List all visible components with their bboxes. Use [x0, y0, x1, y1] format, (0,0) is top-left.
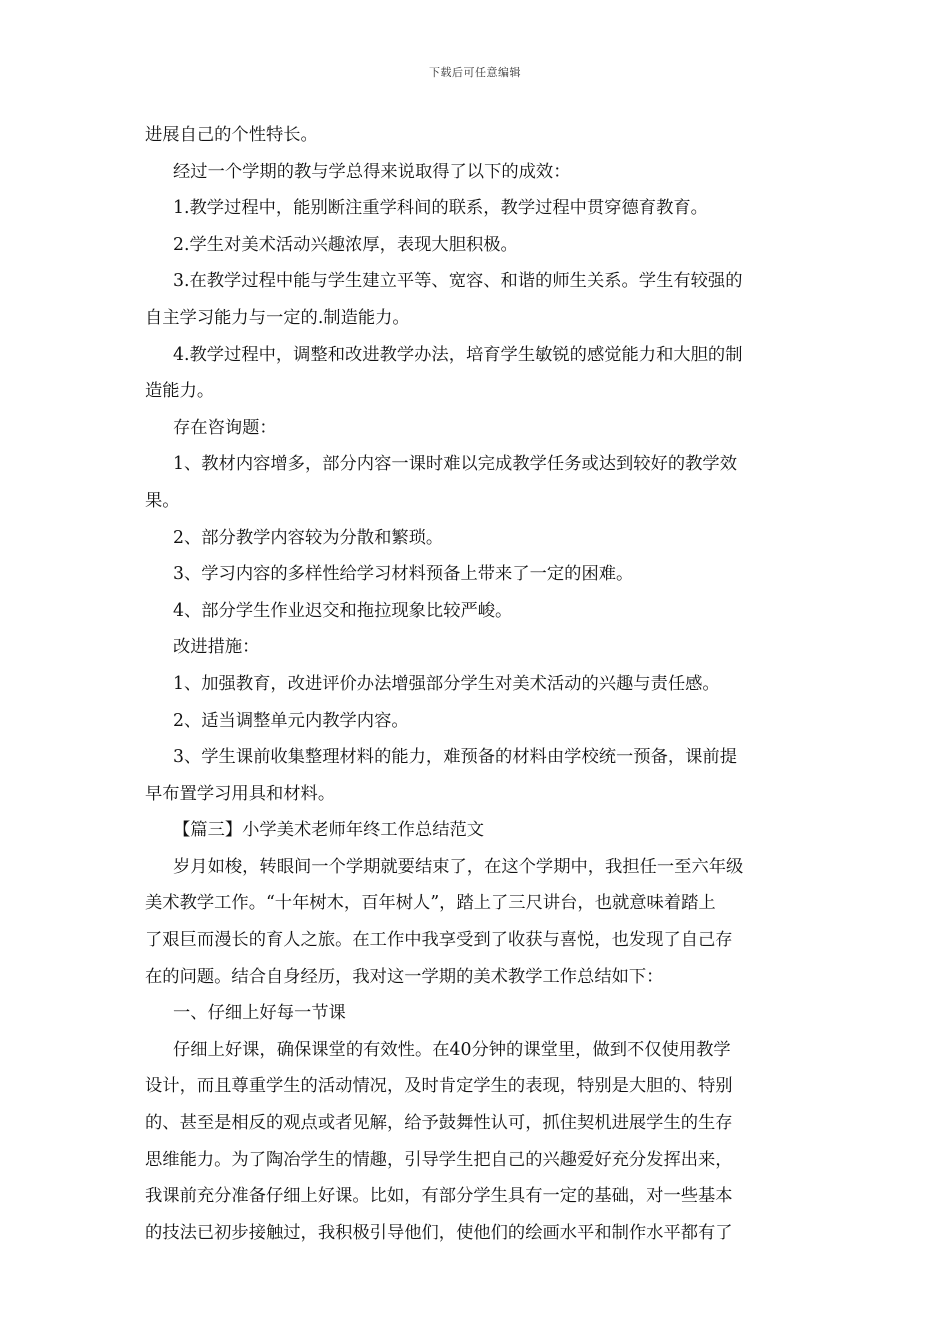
article-title: 【篇三】小学美术老师年终工作总结范文: [173, 820, 485, 841]
section-heading: 存在咨询题：: [173, 417, 277, 438]
list-item: 1.教学过程中，能别断注重学科间的联系，教学过程中贯穿德育教育。: [173, 198, 708, 219]
paragraph-line: 早布置学习用具和材料。: [145, 783, 336, 804]
paragraph-line: 果。: [145, 490, 180, 511]
list-item: 4.教学过程中，调整和改进教学办法，培育学生敏锐的感觉能力和大胆的制: [173, 344, 743, 365]
paragraph-line: 进展自己的个性特长。: [145, 125, 318, 145]
list-item: 2、部分教学内容较为分散和繁琐。: [173, 527, 444, 548]
list-item: 4、部分学生作业迟交和拖拉现象比较严峻。: [173, 600, 513, 621]
paragraph-line: 美术教学工作。“十年树木，百年树人”，踏上了三尺讲台，也就意味着踏上: [145, 893, 716, 914]
list-item: 3、学习内容的多样性给学习材料预备上带来了一定的困难。: [173, 564, 634, 585]
paragraph-line: 自主学习能力与一定的.制造能力。: [145, 307, 410, 328]
paragraph-line: 岁月如梭，转眼间一个学期就要结束了，在这个学期中，我担任一至六年级: [173, 856, 744, 877]
section-heading: 一、仔细上好每一节课: [173, 1003, 346, 1024]
paragraph-line: 造能力。: [145, 381, 215, 402]
list-item: 1、教材内容增多，部分内容一课时难以完成教学任务或达到较好的教学效: [173, 454, 737, 475]
paragraph-line: 经过一个学期的教与学总得来说取得了以下的成效：: [173, 161, 571, 182]
paragraph-line: 的技法已初步接触过，我积极引导他们，使他们的绘画水平和制作水平都有了: [145, 1222, 733, 1243]
page-header: 下载后可任意编辑: [429, 66, 521, 79]
paragraph-line: 设计，而且尊重学生的活动情况，及时肯定学生的表现，特别是大胆的、特别: [145, 1076, 733, 1097]
paragraph-line: 了艰巨而漫长的育人之旅。在工作中我享受到了收获与喜悦，也发现了自己存: [145, 930, 733, 951]
paragraph-line: 仔细上好课，确保课堂的有效性。在40分钟的课堂里，做到不仅使用教学: [173, 1039, 731, 1060]
list-item: 1、加强教育，改进评价办法增强部分学生对美术活动的兴趣与责任感。: [173, 673, 720, 694]
section-heading: 改进措施：: [173, 637, 260, 658]
paragraph-line: 的、甚至是相反的观点或者见解，给予鼓舞性认可，抓住契机进展学生的生存: [145, 1113, 733, 1134]
paragraph-line: 我课前充分准备仔细上好课。比如，有部分学生具有一定的基础，对一些基本: [145, 1186, 733, 1207]
list-item: 3.在教学过程中能与学生建立平等、宽容、和谐的师生关系。学生有较强的: [173, 271, 743, 292]
document-body: [145, 117, 809, 1251]
paragraph-line: 思维能力。为了陶冶学生的情趣，引导学生把自己的兴趣爱好充分发挥出来，: [145, 1149, 733, 1170]
list-item: 2.学生对美术活动兴趣浓厚，表现大胆积极。: [173, 234, 518, 255]
list-item: 2、适当调整单元内教学内容。: [173, 710, 409, 731]
paragraph-line: 在的问题。结合自身经历，我对这一学期的美术教学工作总结如下：: [145, 966, 664, 987]
list-item: 3、学生课前收集整理材料的能力，难预备的材料由学校统一预备，课前提: [173, 747, 737, 768]
